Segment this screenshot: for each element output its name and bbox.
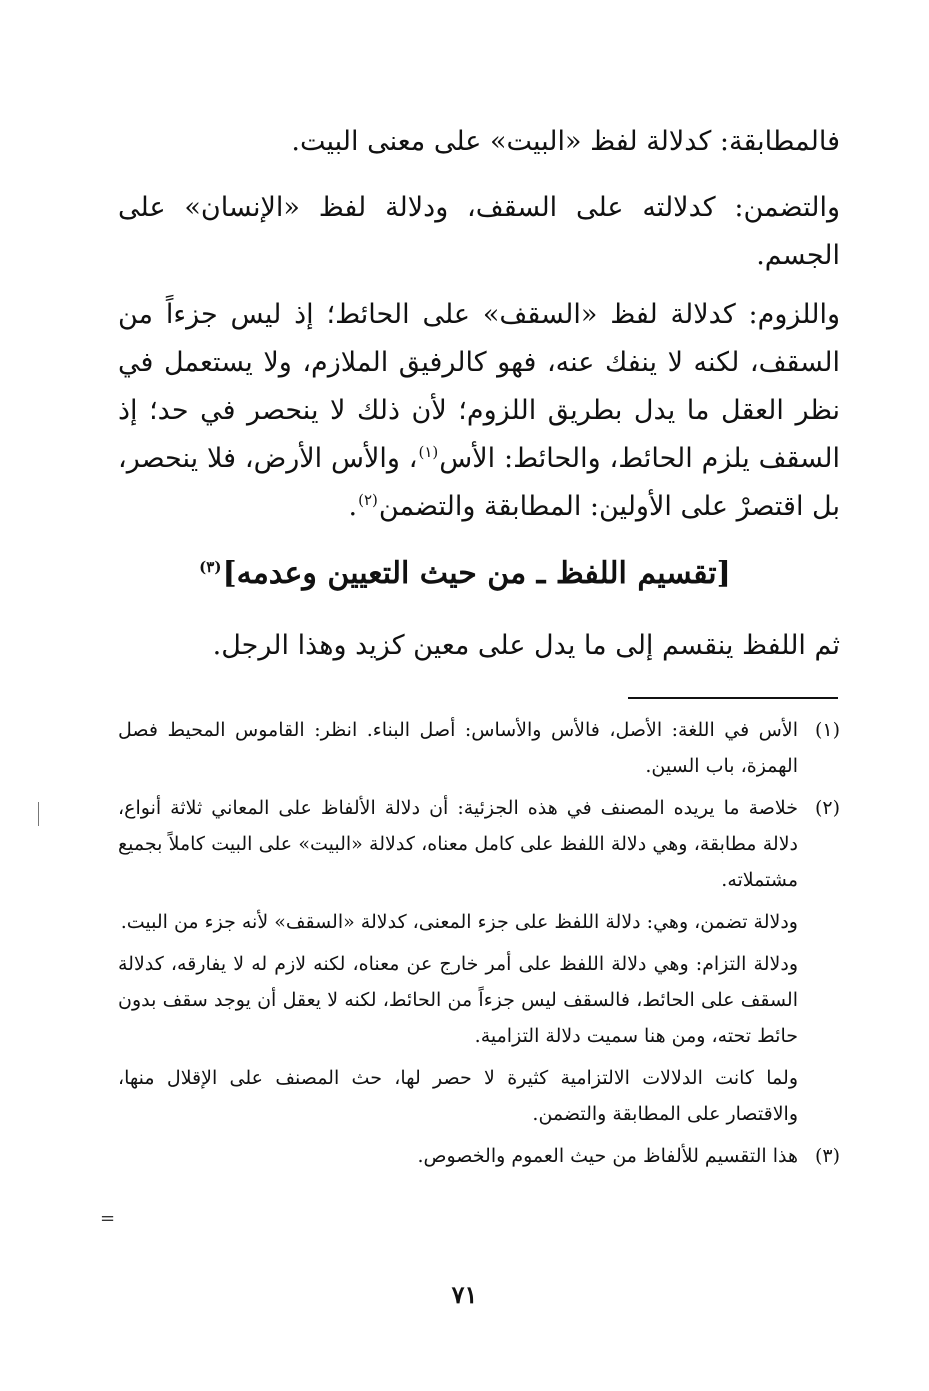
footnote-3 <box>118 1138 840 1174</box>
page-number: ٧١ <box>451 1280 478 1309</box>
footnote-text: خلاصة ما يريده المصنف في هذه الجزئية: أن دلالة الألفاظ على المعاني ثلاثة أنواع، دلالة مطابقة، وهي دلالة اللفظ على كامل معناه، كدلالة «البيت» على البيت كاملاً بجميع مشتملاته. <box>118 797 798 891</box>
footnote-number: (١) <box>814 719 840 741</box>
footnote-text: الأس في اللغة: الأصل، فالأس والأساس: أصل البناء. انظر: القاموس المحيط فصل الهمزة، باب السين. <box>118 719 798 777</box>
footnote-separator <box>628 697 838 699</box>
footnote-ref-2[interactable]: (٢) <box>358 491 378 509</box>
footnote-number: (٢) <box>814 797 840 819</box>
footnote-text: هذا التقسيم للألفاظ من حيث العموم والخصوص. <box>417 1145 798 1167</box>
footnote-2-continuation: ودلالة تضمن، وهي: دلالة اللفظ على جزء المعنى، كدلالة «السقف» لأنه جزء من البيت. <box>120 911 798 933</box>
continuation-mark: = <box>100 1208 116 1229</box>
paragraph-luzum <box>118 291 840 531</box>
footnote-number: (٣) <box>814 1145 840 1167</box>
heading-text: [تقسيم اللفظ ـ من حيث التعيين وعدمه] <box>222 556 731 591</box>
paragraph-text: والتضمن: كدلالته على السقف، ودلالة لفظ «الإنسان» على الجسم. <box>118 192 840 271</box>
paragraph-division <box>160 622 840 670</box>
paragraph-text: ، والأس الأرض، فلا ينحصر، بل اقتصرْ على الأولين: المطابقة والتضمن <box>118 443 840 522</box>
paragraph-text: واللزوم: كدلالة لفظ «السقف» على الحائط؛ إذ ليس جزءاً من السقف، لكنه لا ينفك عنه، فهو كالرفيق الملازم، ولا يستعمل في نظر العقل ما يدل بطريق اللزوم؛ لأن ذلك لا ينحصر في حد؛ إذ السقف يلزم الحائط، والحائط: الأس <box>118 299 840 474</box>
footnote-2-continuation: ودلالة التزام: وهي دلالة اللفظ على أمر خارج عن معناه، لكنه لازم له لا يفارقه، كدلالة السقف على الحائط، فالسقف ليس جزءاً من الحائط، لكنه لا يعقل أن يوجد سقف بدون حائط تحته، ومن هنا سميت دلالة التزامية. <box>118 953 798 1047</box>
footnote-2-continuation: ولما كانت الدلالات الالتزامية كثيرة لا حصر لها، حث المصنف على الإقلال منها، والاقتصار على المطابقة والتضمن. <box>118 1067 798 1125</box>
footnote-1 <box>118 712 840 784</box>
footnotes <box>118 712 840 1180</box>
paragraph-tadammun <box>118 184 840 280</box>
paragraph-mutabaqa <box>118 118 840 166</box>
paragraph-text: ثم اللفظ ينقسم إلى ما يدل على معين كزيد وهذا الرجل. <box>212 630 840 661</box>
margin-mark <box>38 802 39 826</box>
section-heading <box>0 550 929 598</box>
footnote-ref-3[interactable]: (٣) <box>199 558 222 576</box>
paragraph-text: فالمطابقة: كدلالة لفظ «البيت» على معنى البيت. <box>291 126 840 157</box>
footnote-ref-1[interactable]: (١) <box>418 443 439 461</box>
footnote-2 <box>118 790 840 898</box>
paragraph-text: . <box>348 491 358 522</box>
